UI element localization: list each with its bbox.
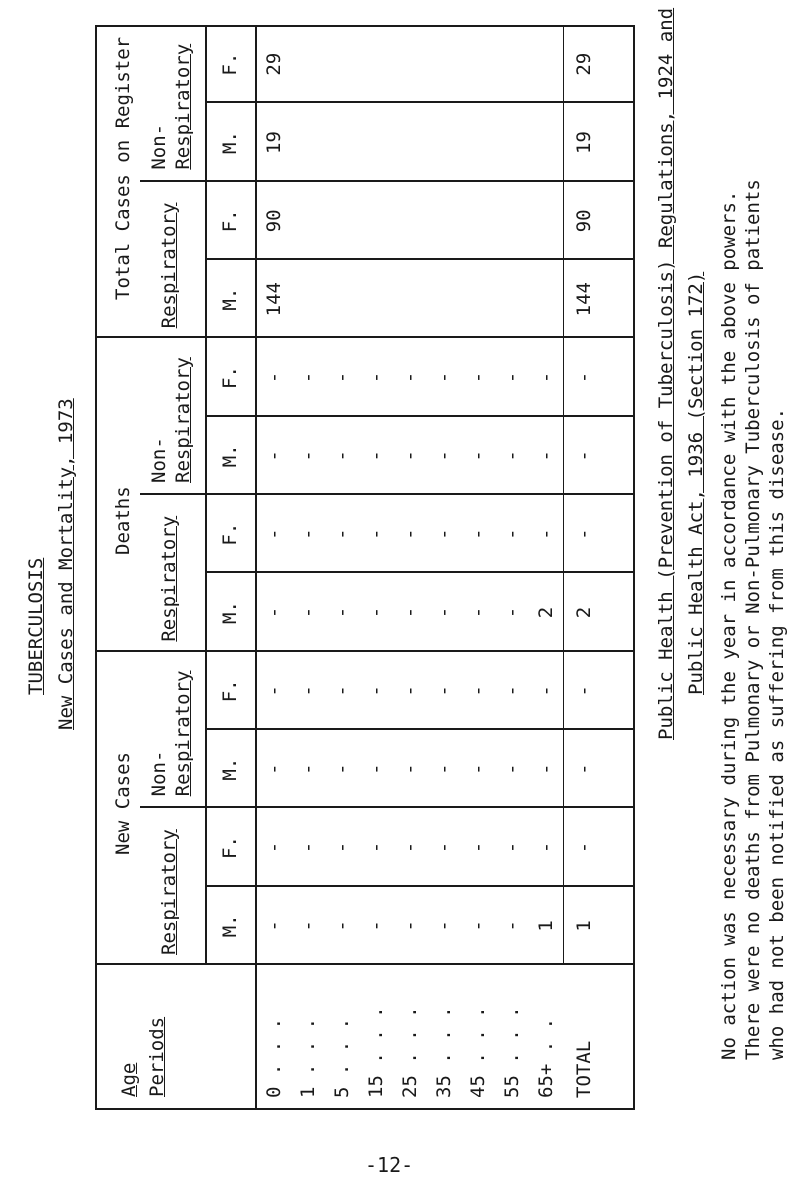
table-cell: - [365, 371, 387, 384]
table-cell: - [501, 841, 523, 854]
table-cell: - [331, 450, 353, 462]
table-cell: - [501, 685, 523, 697]
table-cell: - [467, 920, 489, 932]
sex-label: F. [219, 366, 241, 389]
table-cell: - [501, 763, 523, 775]
table-cell: - [263, 371, 285, 384]
table-cell: 1 [535, 920, 557, 932]
total-register-header: Total Cases on Register [112, 36, 134, 300]
table-cell: - [399, 685, 421, 697]
table-cell: - [433, 450, 455, 462]
table-cell: - [501, 920, 523, 932]
table-cell: 90 [263, 209, 285, 233]
table-cell: - [297, 841, 319, 854]
table-cell: - [331, 685, 353, 697]
table-cell: - [501, 371, 523, 384]
respiratory-subheader: Respiratory [158, 829, 180, 955]
table-cell: - [331, 763, 353, 775]
sex-label: M. [219, 131, 241, 154]
table-cell: - [263, 606, 285, 619]
table-cell: - [297, 763, 319, 775]
table-cell: 19 [263, 131, 285, 154]
table-cell: - [263, 763, 285, 775]
table-cell: - [297, 371, 319, 384]
table-cell: - [433, 841, 455, 854]
total-cell: 2 [573, 606, 595, 619]
sex-label: F. [219, 209, 241, 233]
sex-label: M. [219, 287, 241, 311]
table-cell: - [263, 920, 285, 932]
table-cell: - [297, 606, 319, 619]
table-cell: - [263, 841, 285, 854]
table-cell: - [331, 606, 353, 619]
total-cell: - [573, 763, 595, 775]
table-cell: - [297, 920, 319, 932]
table-cell: - [365, 841, 387, 854]
table-cell: 29 [263, 52, 285, 76]
total-cell: - [573, 685, 595, 697]
note-line-2: There were no deaths from Pulmonary or Non-Pulmonary Tuberculosis of patients [742, 179, 764, 1060]
table-cell: - [399, 450, 421, 462]
sex-label: F. [219, 522, 241, 546]
total-cell: - [573, 371, 595, 384]
table-cell: - [535, 685, 557, 697]
table-cell: - [501, 528, 523, 540]
total-cell: - [573, 528, 595, 540]
age-period-label: 5 . . . [331, 1017, 353, 1098]
table-cell: - [467, 606, 489, 619]
table-cell: - [433, 920, 455, 932]
table-cell: - [399, 528, 421, 540]
legal-reference-1: Public Health (Prevention of Tuberculosis) Regulations, 1924 and [655, 7, 677, 740]
table-cell: - [399, 606, 421, 619]
table-cell: - [535, 841, 557, 854]
note-line-3: who had not been notified as suffering from this disease. [766, 407, 788, 1060]
deaths-header: Deaths [112, 486, 134, 555]
table-cell: - [365, 685, 387, 697]
non-respiratory-subheader-line2: Respiratory [172, 357, 194, 483]
sex-label: M. [219, 444, 241, 468]
table-cell: - [399, 841, 421, 854]
table-cell: - [263, 450, 285, 462]
table-cell: - [535, 528, 557, 540]
table-cell: - [501, 450, 523, 462]
note-line-1: No action was necessary during the year in accordance with the above powers. [718, 190, 740, 1060]
sex-label: F. [219, 52, 241, 76]
table-cell: - [331, 528, 353, 540]
age-period-label: 1 . . . [297, 1017, 319, 1098]
age-header: Age [118, 1062, 140, 1097]
periods-header: Periods [146, 1016, 168, 1097]
new-cases-header: New Cases [112, 752, 134, 855]
respiratory-subheader: Respiratory [158, 515, 180, 642]
table-cell: - [331, 371, 353, 384]
table-cell: - [365, 763, 387, 775]
subgroup-rule [140, 806, 635, 808]
table-cell: - [535, 450, 557, 462]
table-cell: - [399, 920, 421, 932]
table-cell: - [399, 763, 421, 775]
total-cell: 29 [573, 52, 595, 76]
total-cell: 19 [573, 131, 595, 154]
sex-label: M. [219, 601, 241, 624]
table-cell: - [365, 920, 387, 932]
non-respiratory-subheader-line1: Non- [148, 437, 170, 483]
table-cell: - [535, 763, 557, 775]
age-period-label: 25 . . . [399, 1006, 421, 1098]
header-bottom-rule [255, 25, 257, 1110]
sex-label: F. [219, 836, 241, 859]
age-period-label: 35 . . . [433, 1006, 455, 1098]
sex-header-rule [205, 25, 207, 965]
age-period-label: 45 . . . [467, 1006, 489, 1098]
table-cell: - [365, 606, 387, 619]
age-period-label: 0 . . . [263, 1017, 285, 1098]
table-cell: - [467, 763, 489, 775]
age-period-label: 55 . . . [501, 1006, 523, 1098]
table-cell: - [467, 528, 489, 540]
table-cell: 2 [535, 606, 557, 619]
table-cell: 144 [263, 282, 285, 317]
total-cell: 144 [573, 282, 595, 317]
sex-label: M. [219, 914, 241, 938]
table-cell: - [399, 371, 421, 384]
table-cell: - [297, 685, 319, 697]
sex-label: M. [219, 757, 241, 781]
table-cell: - [297, 528, 319, 540]
table-cell: - [467, 685, 489, 697]
age-period-label: 65+ . . [535, 1017, 557, 1098]
non-respiratory-subheader-line1: Non- [148, 123, 170, 170]
table-cell: - [433, 371, 455, 384]
table-cell: - [365, 450, 387, 462]
legal-reference-2: Public Health Act, 1936 (Section 172) [685, 271, 707, 695]
table-cell: - [501, 606, 523, 619]
respiratory-subheader: Respiratory [158, 202, 180, 329]
non-respiratory-subheader-line2: Respiratory [172, 43, 194, 170]
sex-label: F. [219, 679, 241, 703]
page-number: -12- [365, 1153, 414, 1177]
page-title: TUBERCULOSIS [25, 557, 47, 695]
table-cell: - [433, 528, 455, 540]
page-subtitle: New Cases and Mortality, 1973 [55, 398, 77, 730]
table-cell: - [331, 841, 353, 854]
subgroup-rule [140, 493, 635, 495]
total-row-label: TOTAL [573, 1040, 595, 1098]
table-cell: - [365, 528, 387, 540]
total-cell: - [573, 450, 595, 462]
table-cell: - [263, 685, 285, 697]
table-cell: - [535, 371, 557, 384]
non-respiratory-subheader-line2: Respiratory [172, 670, 194, 797]
table-cell: - [331, 920, 353, 932]
total-cell: 1 [573, 920, 595, 932]
table-cell: - [433, 606, 455, 619]
subgroup-rule [140, 180, 635, 182]
non-respiratory-subheader-line1: Non- [148, 750, 170, 797]
total-rule [563, 25, 564, 965]
total-cell: 90 [573, 209, 595, 233]
table-cell: - [433, 763, 455, 775]
total-cell: - [573, 841, 595, 854]
table-cell: - [467, 450, 489, 462]
table-cell: - [467, 841, 489, 854]
table-cell: - [433, 685, 455, 697]
table-cell: - [263, 528, 285, 540]
table-cell: - [467, 371, 489, 384]
age-period-label: 15 . . . [365, 1006, 387, 1098]
table-cell: - [297, 450, 319, 462]
